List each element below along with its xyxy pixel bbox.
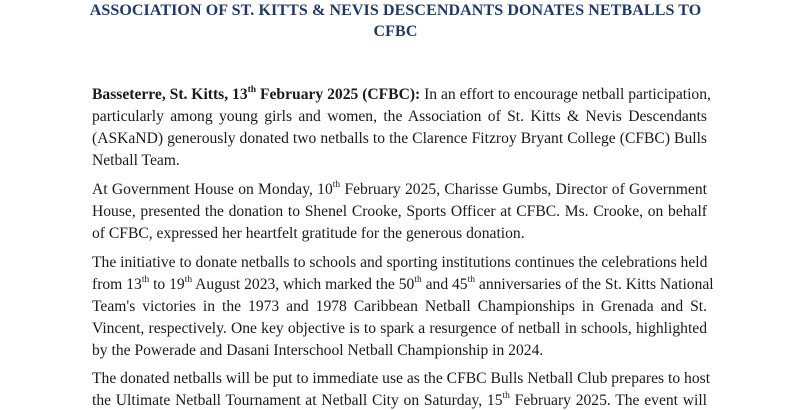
paragraph-3-line-4: Vincent, respectively. One key objective is to spark a resurgence of netball in schools, highlighted [92,320,707,337]
paragraph-2-line-3: of CFBC, expressed her heartfelt gratitude for the generous donation. [92,225,525,242]
paragraph-3-line-1: The initiative to donate netballs to schools and sporting institutions continues the celebrations held [92,254,708,271]
paragraph-1-line-3: (ASKaND) generously donated two netballs to the Clarence Fitzroy Bryant College (CFBC) Bulls [92,130,707,147]
dateline: Basseterre, St. Kitts, 13th February 2025 (CFBC): [92,84,421,103]
paragraph-1-line-4: Netball Team. [92,152,180,169]
paragraph-3-line-5: by the Powerade and Dasani Interschool Netball Championship in 2024. [92,342,544,359]
paragraph-2-line-1: At Government House on Monday, 10th February 2025, Charisse Gumbs, Director of Government [92,179,707,198]
paragraph-2-line-2: House, presented the donation to Shenel Crooke, Sports Officer at CFBC. Ms. Crooke, on behalf [92,203,707,220]
headline-line-1: ASSOCIATION OF ST. KITTS & NEVIS DESCENDANTS DONATES NETBALLS TO [89,2,702,19]
paragraph-3-line-2: from 13th to 19th August 2023, which marked the 50th and 45th anniversaries of the St. Kitts National [92,274,714,293]
paragraph-4-line-2: the Ultimate Netball Tournament at Netball City on Saturday, 15th February 2025. The event will [92,390,707,409]
paragraph-3-line-3: Team's victories in the 1973 and 1978 Caribbean Netball Championships in Grenada and St. [92,298,707,315]
paragraph-1-line-1: Basseterre, St. Kitts, 13th February 2025 (CFBC): In an effort to encourage netball participation, [92,84,711,103]
paragraph-4-line-1: The donated netballs will be put to immediate use as the CFBC Bulls Netball Club prepares to host [92,370,711,387]
headline-line-2: CFBC [373,23,418,40]
paragraph-1-line-2: particularly among young girls and women, the Association of St. Kitts & Nevis Descendants [92,108,707,125]
